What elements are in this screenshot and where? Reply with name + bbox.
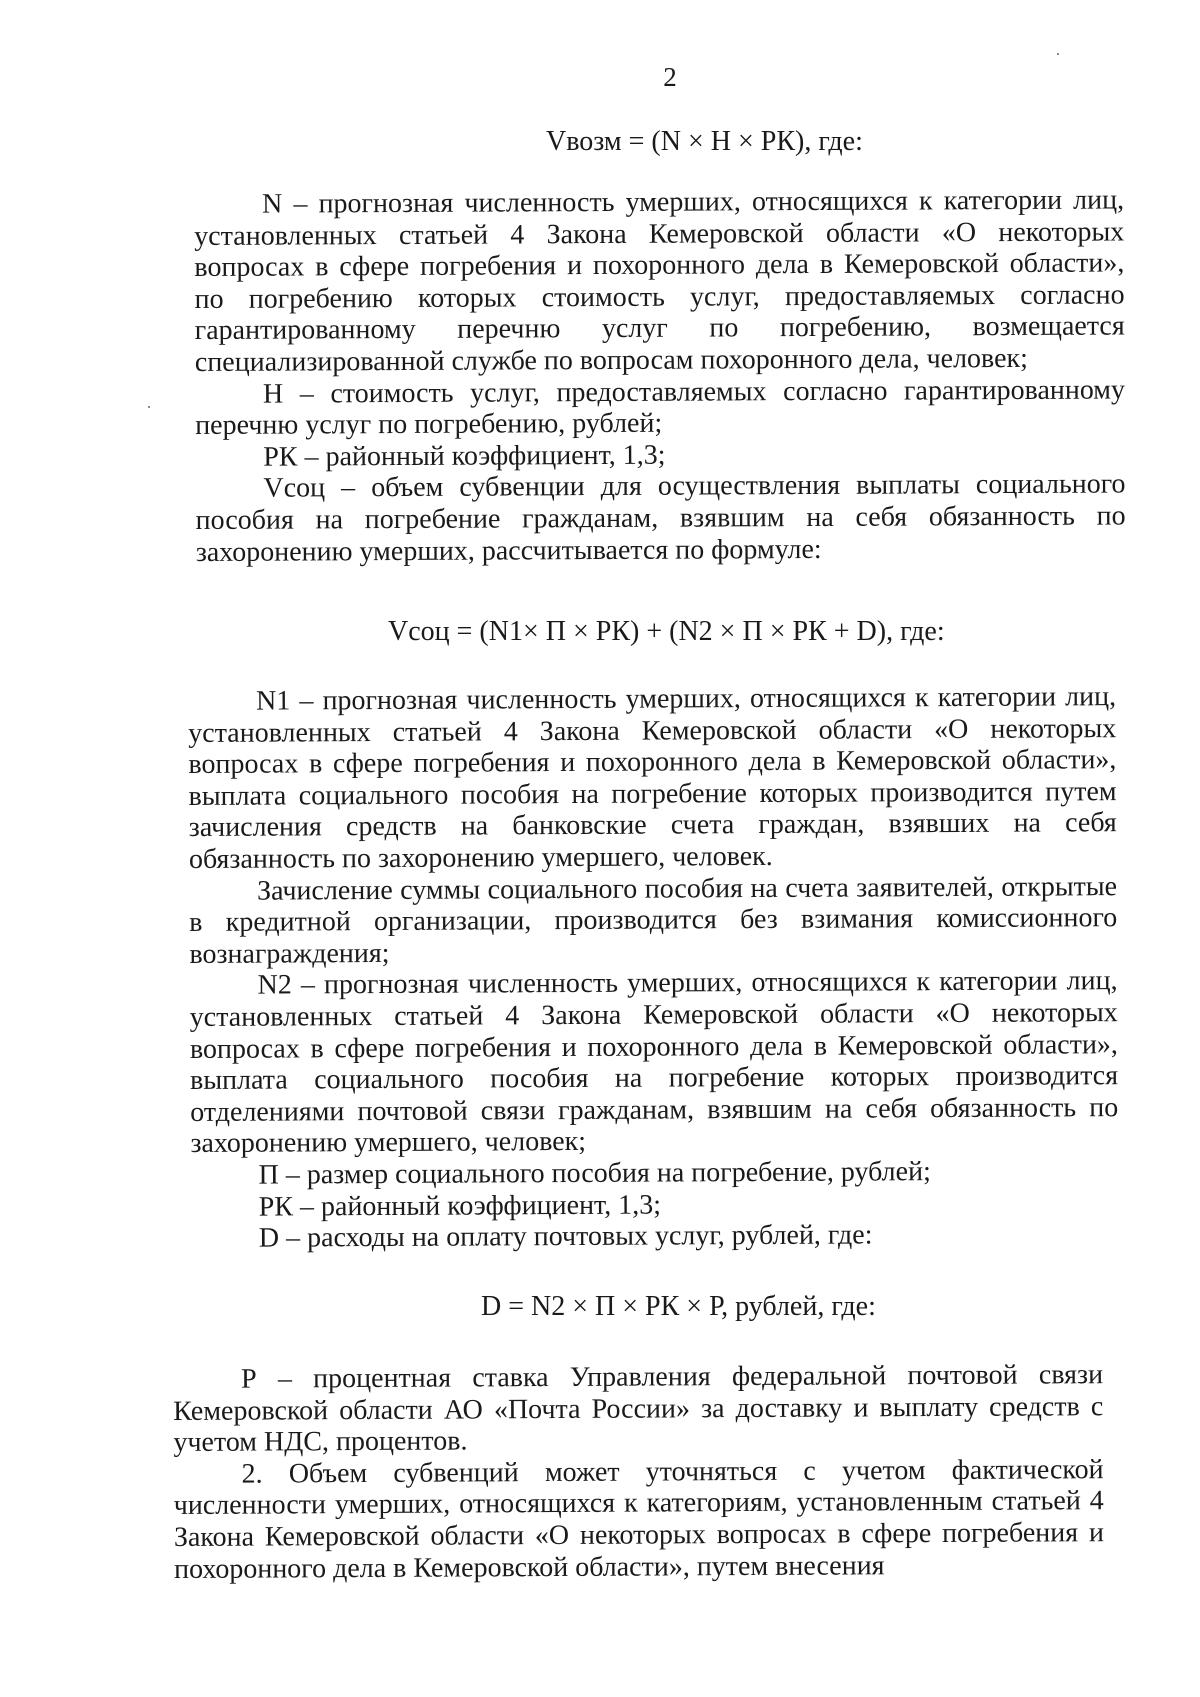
definitions-block-2 [188, 681, 1119, 1255]
formula-soc: Vсоц = (N1× П × РК) + (N2 × П × РК + D), где: [388, 616, 945, 647]
page-number: 2 [663, 62, 677, 92]
formula-d: D = N2 × П × РК × Р, рублей, где: [481, 1291, 876, 1322]
paragraph-r-definition: Р – процентная ставка Управления федеральной почтовой связи Кемеровской области АО «Почта России» за доставку и выплату средств с учетом НДС, процентов. [173, 1359, 1104, 1459]
paragraph-n-definition: N – прогнозная численность умерших, относящихся к категории лиц, установленных статьей 4 Закона Кемеровской области «О некоторых вопросах в сфере погребения и похоронного дела в Кемеровской области», по погребению которых стоимость услуг, предоставляемых согласно гарантированному перечню услуг по погребению, возмещается специализированной службе по вопросам похоронного дела, человек; [194, 184, 1125, 378]
paragraph-rk-definition: РК – районный коэффициент, 1,3; [263, 439, 666, 473]
paragraph-p-definition: П – размер социального пособия на погребение, рублей; [258, 1156, 931, 1191]
paragraph-item-2: 2. Объем субвенций может уточняться с учетом фактической численности умерших, относящихся к категориям, установленным статьей 4 Закона Кемеровской области «О некоторых вопросах в сфере погребения и похоронного дела в Кемеровской области», путем внесения [173, 1453, 1104, 1585]
paragraph-h-definition: H – стоимость услуг, предоставляемых согласно гарантированному перечню услуг по погребению, рублей; [195, 374, 1126, 442]
scan-artifact [1057, 53, 1059, 55]
definitions-block-3 [173, 1359, 1104, 1585]
paragraph-rk-definition-2: РК – районный коэффициент, 1,3; [258, 1189, 662, 1223]
paragraph-n1-definition: N1 – прогнозная численность умерших, относящихся к категории лиц, установленных статьей 4 Закона Кемеровской области «О некоторых вопросах в сфере погребения и похоронного дела в Кемеровской области», выплата социального пособия на погребение которых производится путем зачисления средств на банковские счета граждан, взявших на себя обязанность по захоронению умершего, человек. [188, 681, 1117, 875]
paragraph-vsoc-definition: Vсоц – объем субвенции для осуществления выплаты социального пособия на погребение гражданам, взявшим на себя обязанность по захоронению умерших, рассчитывается по формуле: [195, 468, 1126, 568]
paragraph-d-definition: D – расходы на оплату почтовых услуг, рублей, где: [258, 1219, 873, 1254]
formula-vozm: Vвозм = (N × H × РК), где: [546, 126, 863, 157]
scan-artifact [148, 406, 150, 408]
paragraph-n2-definition: N2 – прогнозная численность умерших, относящихся к категории лиц, установленных статьей 4 Закона Кемеровской области «О некоторых вопросах в сфере погребения и похоронного дела в Кемеровской области», выплата социального пособия на погребение которых производится отделениями почтовой связи гражданам, взявшим на себя обязанность по захоронению умершего, человек; [189, 965, 1119, 1160]
paragraph-crediting: Зачисление суммы социального пособия на счета заявителей, открытые в кредитной организации, производится без взимания комиссионного вознаграждения; [189, 870, 1118, 970]
definitions-block-1 [194, 184, 1126, 568]
